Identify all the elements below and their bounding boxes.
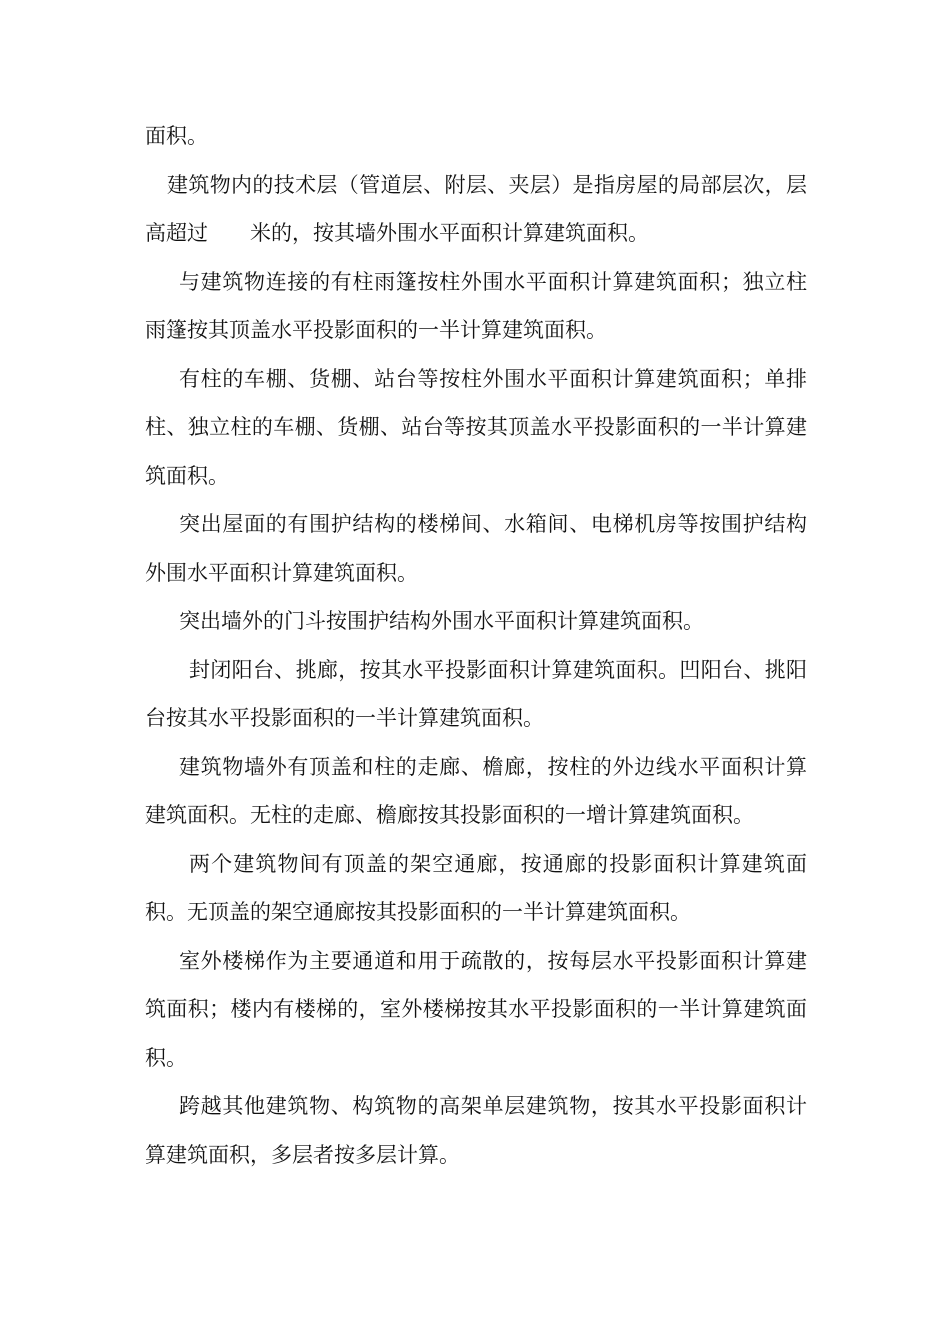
paragraph-area-continuation: 面积。: [145, 124, 208, 148]
paragraph-shed-platform: 有柱的车棚、货棚、站台等按柱外围水平面积计算建筑面积；单排柱、独立柱的车棚、货棚、站台等按其顶盖水平投影面积的一半计算建筑面积。: [145, 366, 807, 488]
paragraph-canopy: 与建筑物连接的有柱雨篷按柱外围水平面积计算建筑面积；独立柱雨篷按其顶盖水平投影面积的一半计算建筑面积。: [145, 269, 807, 342]
paragraph-elevated-building: 跨越其他建筑物、构筑物的高架单层建筑物，按其水平投影面积计算建筑面积，多层者按多层计算。: [145, 1094, 807, 1167]
paragraph-door-bucket: 突出墙外的门斗按围护结构外围水平面积计算建筑面积。: [179, 609, 704, 633]
paragraph-roof-stairwell: 突出屋面的有围护结构的楼梯间、水箱间、电梯机房等按围护结构外围水平面积计算建筑面积。: [145, 512, 807, 585]
paragraph-balcony: 封闭阳台、挑廊，按其水平投影面积计算建筑面积。凹阳台、挑阳台按其水平投影面积的一半计算建筑面积。: [145, 657, 807, 730]
paragraph-technical-floor: 建筑物内的技术层（管道层、附层、夹层）是指房屋的局部层次，层高超过 米的，按其墙外围水平面积计算建筑面积。: [145, 172, 807, 245]
paragraph-outdoor-stairs: 室外楼梯作为主要通道和用于疏散的，按每层水平投影面积计算建筑面积；楼内有楼梯的，室外楼梯按其水平投影面积的一半计算建筑面积。: [145, 948, 807, 1070]
document-body: [145, 112, 807, 1179]
paragraph-corridor: 建筑物墙外有顶盖和柱的走廊、檐廊，按柱的外边线水平面积计算建筑面积。无柱的走廊、檐廊按其投影面积的一增计算建筑面积。: [145, 754, 807, 827]
paragraph-skybridge: 两个建筑物间有顶盖的架空通廊，按通廊的投影面积计算建筑面积。无顶盖的架空通廊按其投影面积的一半计算建筑面积。: [145, 851, 807, 924]
